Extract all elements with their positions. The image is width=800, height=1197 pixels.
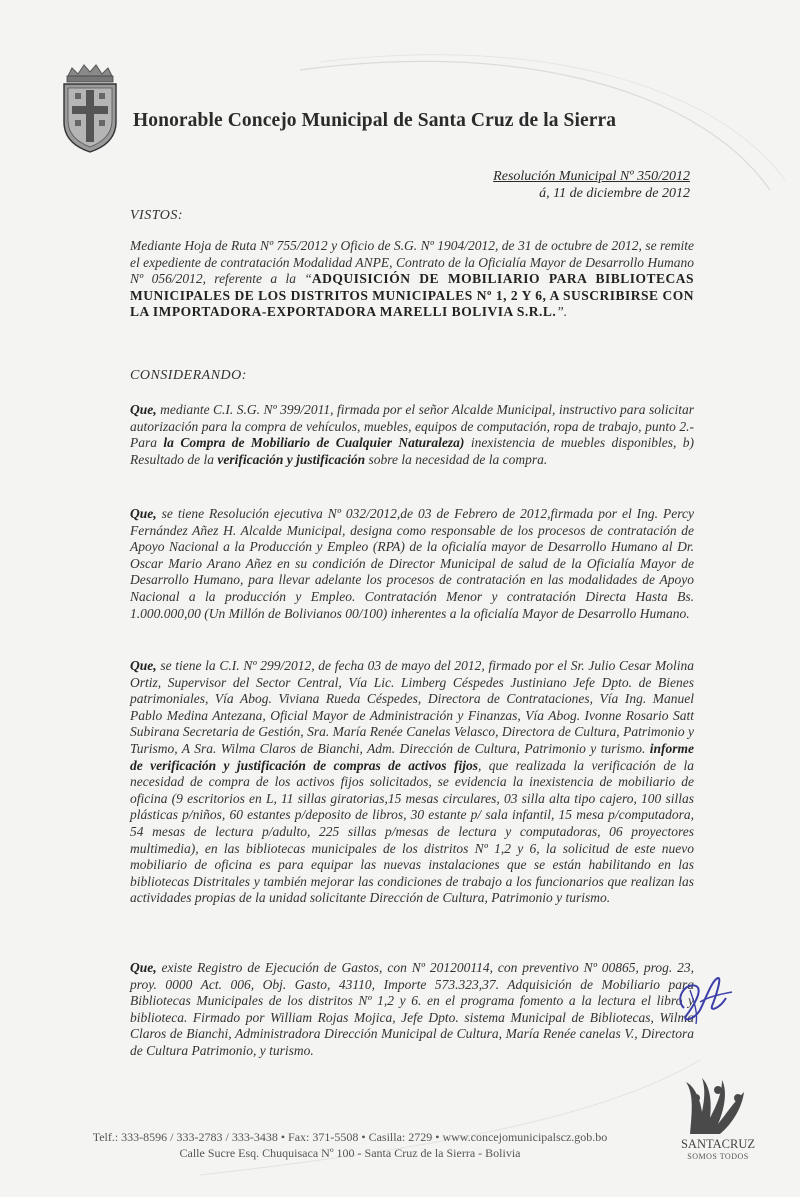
considerando-title: CONSIDERANDO: [130,368,247,383]
p3-text-b: informe de verificación y justificación de compras de activos fijos [130,740,694,773]
footer-address: Calle Sucre Esq. Chuquisaca Nº 100 - Santa Cruz de la Sierra - Bolivia [179,1146,521,1160]
logo-tagline: SOMOS TODOS [687,1152,749,1161]
p1-text-c: inexistencia de muebles disponibles, b) Resultado de la [130,435,695,467]
vistos-subject: ADQUISICIÓN DE MOBILIARIO PARA BIBLIOTECAS MUNICIPALES DE LOS DISTRITOS MUNICIPALES Nº 1, 2 Y 6, A SUSCRIBIRSE CON LA IMPORTADORA-EXPORTADORA MARELLI BOLIVIA S.R.L. [130,271,694,320]
p1-text-d: verificación y justificación [217,451,366,467]
que-lead: Que, [130,960,157,975]
p1-text-e: sobre la necesidad de la compra. [365,451,548,467]
resolution-date: á, 11 de diciembre de 2012 [539,186,690,201]
resolution-number: Resolución Municipal Nº 350/2012 [493,169,690,184]
organization-name: Honorable Concejo Municipal de Santa Cruz de la Sierra [133,110,617,131]
logo-name: SANTACRUZ [680,1137,755,1151]
vistos-title: VISTOS: [130,208,184,223]
que-lead: Que, [130,658,157,673]
considerando-paragraph-2 [130,506,694,622]
considerando-paragraph-4 [130,960,694,1060]
p4-text-a: existe Registro de Ejecución de Gastos, con Nº 201200114, con preventivo Nº 00865, prog. 23, proy. 0000 Act. 006, Obj. Gasto, 43110, Importe 573.323,37. Adquisición de Mobiliario para Bibliotecas Municipales de los distritos Nº 1,2 y 6. en el programa fomento a la lectura el libro y biblioteca. Firmado por William Rojas Mojica, Jefe Dpto. sistema Municipal de Bibliotecas, Wilma Claros de Bianchi, Administradora Dirección Municipal de Cultura, María Renée canelas V., Directora de Cultura Patrimonio, y turismo. [130,960,694,1058]
vistos-intro: Mediante Hoja de Ruta Nº 755/2012 y Oficio de S.G. Nº 1904/2012, de 31 de octubre de 2012, se remite el expediente de contratación Modalidad ANPE, Contrato de la Oficialía Mayor de Desarrollo Humano Nº 056/2012, referente a la “ [130,238,694,287]
p1-text-b: la Compra de Mobiliario de Cualquier Naturaleza) [163,435,465,451]
vistos-end: ”. [556,304,568,320]
signature-mark [670,968,736,1030]
vistos-text [130,238,694,321]
footer-contact: Telf.: 333-8596 / 333-2783 / 333-3438 • Fax: 371-5508 • Casilla: 2729 • www.concejomunicipalscz.gob.bo [92,1130,608,1144]
que-lead: Que, [130,506,157,521]
p1-text-a: mediante C.I. S.G. Nº 399/2011, firmada por el señor Alcalde Municipal, instructivo para solicitar autorización para la compra de vehículos, muebles, equipos de computación, ropa de trabajo, punto 2.- Para [130,402,694,451]
considerando-paragraph-3 [130,658,694,907]
que-lead: Que, [130,402,157,417]
p3-text-c: , que realizada la verificación de la necesidad de compra de los activos fijos solicitados, se evidencia la inexistencia de mobiliario de oficina (9 escritorios en L, 11 sillas giratorias,15 mesas circulares, 03 silla alta tipo cajero, 100 sillas plásticas p/niños, 60 estantes p/deposito de libros, 30 estante p/ sala infantil, 15 mesa p/computadora, 54 mesas de lectura p/adulto, 225 sillas p/mesas de lectura y computadoras, 06 proyectores multimedia), en las bibliotecas municipales de los distritos Nº 1,2 y 6, la solicitud de este nuevo mobiliario de oficina es para equipar las nuevas instalaciones que se están habilitando en las bibliotecas Distritales y también mejorar las condiciones de trabajo a los funcionarios que realizan las actividades propias de la unidad solicitante Dirección de Cultura, Patrimonio y turismo. [130,757,694,906]
resolution-heading [493,168,690,202]
considerando-paragraph-1 [130,402,694,468]
p2-text-a: se tiene Resolución ejecutiva Nº 032/2012,de 03 de Febrero de 2012,firmada por el Ing. Percy Fernández Añez H. Alcalde Municipal, designa como responsable de los procesos de contratación de Apoyo Nacional a la Producción y Empleo (RPA) de la oficialía mayor de Desarrollo Humano al Dr. Oscar Mario Arano Añez en su condición de Director Municipal de salud de la Oficialía Mayor de Desarrollo Humano, para llevar adelante los procesos de contratación en las modalidades de Apoyo Nacional a la producción y Empleo. Contratación Menor y contratación Directa Hasta Bs. 1.000.000,00 (Un Millón de Bolivianos 00/100) inherentes a la oficialía Mayor de Desarrollo Humano. [130,506,694,621]
coat-of-arms-icon [58,62,122,154]
p3-text-a: se tiene la C.I. Nº 299/2012, de fecha 03 de mayo del 2012, firmado por el Sr. Julio Cesar Molina Ortiz, Supervisor del Sector Central, Vía Lic. Limberg Céspedes Justiniano Jefe Dpto. de Bienes patrimoniales, Vía Abog. Viviana Rueda Céspedes, Directora de Contrataciones, Vía Ing. Manuel Pablo Medina Antezana, Oficial Mayor de Administración y Finanzas, Vía Abog. Ivonne Rosario Satt Subirana Secretaria de Gestión, Sra. María Renée Canelas Velasco, Directora de Cultura, Patrimonio y Turismo, A Sra. Wilma Claros de Bianchi, Adm. Dirección de Cultura, Patrimonio y turismo. [130,658,694,756]
